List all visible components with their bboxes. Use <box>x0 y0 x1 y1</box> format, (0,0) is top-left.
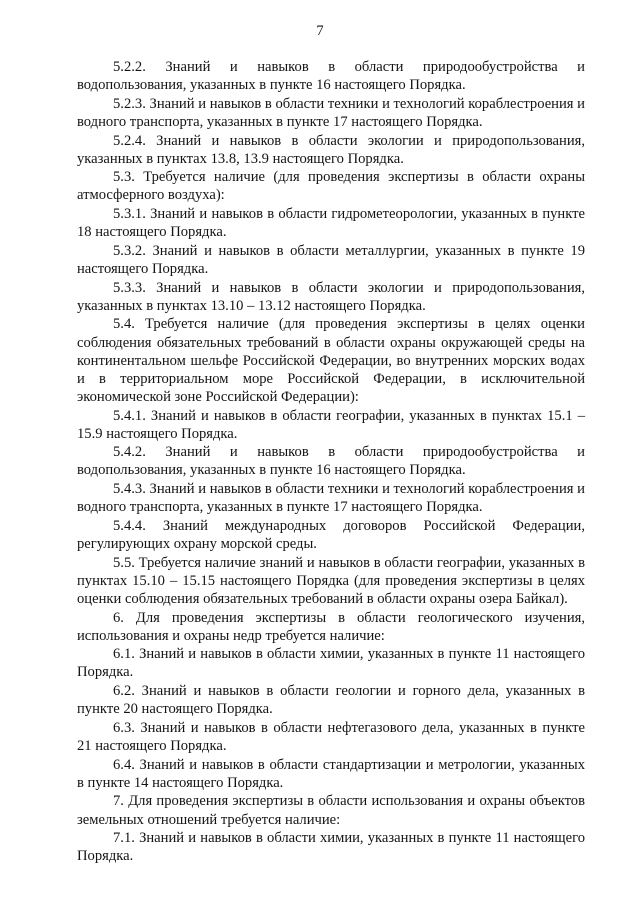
paragraph-6-3: 6.3. Знаний и навыков в области нефтегазового дела, указанных в пункте 21 настоящего Порядка. <box>77 719 585 754</box>
paragraph-5-4-2: 5.4.2. Знаний и навыков в области природообустройства и водопользования, указанных в пункте 16 настоящего Порядка. <box>77 444 585 479</box>
page-number: 7 <box>316 23 324 39</box>
paragraph-5-5: 5.5. Требуется наличие знаний и навыков в области географии, указанных в пунктах 15.10 – 15.15 настоящего Порядка (для проведения экспертизы в целях оценки соблюдения обязательных требований в области охраны озера Байкал). <box>77 554 585 607</box>
paragraph-7-1: 7.1. Знаний и навыков в области химии, указанных в пункте 11 настоящего Порядка. <box>77 830 585 865</box>
paragraph-5-4-3: 5.4.3. Знаний и навыков в области техники и технологий кораблестроения и водного транспорта, указанных в пункте 17 настоящего Порядка. <box>77 481 585 516</box>
paragraph-5-3-3: 5.3.3. Знаний и навыков в области экологии и природопользования, указанных в пунктах 13.10 – 13.12 настоящего Порядка. <box>77 279 585 314</box>
paragraph-5-4: 5.4. Требуется наличие (для проведения экспертизы в целях оценки соблюдения обязательных требований в области охраны окружающей среды на континентальном шельфе Российской Федерации, во внутренних морских водах и в территориальном море Российской Федерации, в исключительной экономической зоне Российской Федерации): <box>77 316 585 405</box>
paragraph-5-2-3: 5.2.3. Знаний и навыков в области техники и технологий кораблестроения и водного транспорта, указанных в пункте 17 настоящего Порядка. <box>77 95 585 130</box>
paragraph-5-4-1: 5.4.1. Знаний и навыков в области географии, указанных в пунктах 15.1 – 15.9 настоящего Порядка. <box>77 407 585 442</box>
paragraph-6: 6. Для проведения экспертизы в области геологического изучения, использования и охраны недр требуется наличие: <box>77 609 585 644</box>
paragraph-5-3-1: 5.3.1. Знаний и навыков в области гидрометеорологии, указанных в пункте 18 настоящего Порядка. <box>77 206 585 241</box>
paragraph-6-4: 6.4. Знаний и навыков в области стандартизации и метрологии, указанных в пункте 14 настоящего Порядка. <box>77 756 585 791</box>
paragraph-5-3-2: 5.3.2. Знаний и навыков в области металлургии, указанных в пункте 19 настоящего Порядка. <box>77 242 585 277</box>
paragraph-5-3: 5.3. Требуется наличие (для проведения экспертизы в области охраны атмосферного воздуха): <box>77 169 585 204</box>
paragraph-6-1: 6.1. Знаний и навыков в области химии, указанных в пункте 11 настоящего Порядка. <box>77 646 585 681</box>
paragraph-5-4-4: 5.4.4. Знаний международных договоров Российской Федерации, регулирующих охрану морской среды. <box>77 517 585 552</box>
paragraph-5-2-4: 5.2.4. Знаний и навыков в области экологии и природопользования, указанных в пунктах 13.8, 13.9 настоящего Порядка. <box>77 132 585 167</box>
paragraph-7: 7. Для проведения экспертизы в области использования и охраны объектов земельных отношений требуется наличие: <box>77 793 585 828</box>
paragraph-5-2-2: 5.2.2. Знаний и навыков в области природообустройства и водопользования, указанных в пункте 16 настоящего Порядка. <box>77 59 585 94</box>
paragraph-6-2: 6.2. Знаний и навыков в области геологии и горного дела, указанных в пункте 20 настоящего Порядка. <box>77 683 585 718</box>
document-body <box>77 58 585 865</box>
